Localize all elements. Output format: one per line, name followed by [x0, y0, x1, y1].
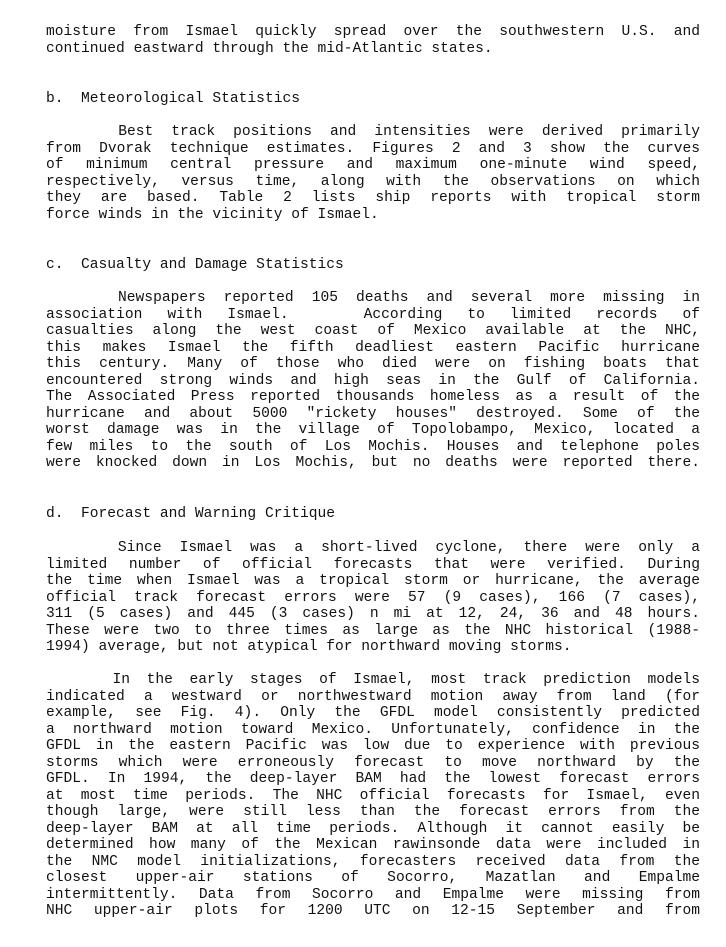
text-line: deep-layer BAM at all time periods. Although it cannot easily be	[46, 820, 700, 837]
text-line: respectively, versus time, along with the observations on which	[46, 173, 700, 190]
section-c-paragraph	[46, 290, 700, 472]
text-line: this century. Many of those who died were on fishing boats that	[46, 356, 700, 372]
text-line: moisture from Ismael quickly spread over the southwestern U.S. and	[46, 24, 700, 40]
section-b-paragraph	[46, 124, 700, 223]
section-heading-d: d. Forecast and Warning Critique	[46, 506, 336, 522]
intro-paragraph	[46, 24, 700, 57]
text-line: limited number of official forecasts that were verified. During	[46, 556, 700, 573]
text-line: The Associated Press reported thousands homeless as a result of the	[46, 389, 700, 405]
text-line: this makes Ismael the fifth deadliest eastern Pacific hurricane	[46, 339, 700, 356]
text-line: official track forecast errors were 57 (9 cases), 166 (7 cases),	[46, 589, 700, 606]
section-heading-b: b. Meteorological Statistics	[46, 91, 300, 107]
text-line: from Dvorak technique estimates. Figures 2 and 3 show the curves	[46, 140, 700, 157]
text-line: 1994) average, but not atypical for northward moving storms.	[46, 639, 572, 655]
text-line: the time when Ismael was a tropical storm or hurricane, the average	[46, 573, 700, 589]
text-line: These were two to three times as large as the NHC historical (1988-	[46, 622, 700, 639]
text-line: encountered strong winds and high seas in the Gulf of California.	[46, 372, 700, 389]
text-line: force winds in the vicinity of Ismael.	[46, 206, 379, 223]
text-line: they are based. Table 2 lists ship reports with tropical storm	[46, 190, 700, 206]
text-line: Best track positions and intensities were derived primarily	[46, 124, 700, 140]
text-line: a northward motion toward Mexico. Unfortunately, confidence in the	[46, 721, 700, 738]
text-line: intermittently. Data from Socorro and Empalme were missing from	[46, 886, 700, 903]
text-line: the NMC model initializations, forecasters received data from the	[46, 853, 700, 870]
section-heading-c: c. Casualty and Damage Statistics	[46, 257, 344, 273]
text-line: closest upper-air stations of Socorro, Mazatlan and Empalme	[46, 870, 700, 886]
text-line: determined how many of the Mexican rawinsonde data were included in	[46, 837, 700, 853]
text-line: storms which were erroneously forecast to move northward by the	[46, 754, 700, 771]
section-d-paragraph-2	[46, 672, 700, 920]
text-line: of minimum central pressure and maximum one-minute wind speed,	[46, 157, 700, 173]
text-line: few miles to the south of Los Mochis. Houses and telephone poles	[46, 438, 700, 455]
text-line: Since Ismael was a short-lived cyclone, there were only a	[46, 540, 700, 556]
text-line: In the early stages of Ismael, most track prediction models	[46, 672, 700, 688]
text-line: were knocked down in Los Mochis, but no deaths were reported there.	[46, 455, 700, 471]
text-line: GFDL in the eastern Pacific was low due to experience with previous	[46, 738, 700, 754]
text-line: though large, were still less than the forecast errors from the	[46, 804, 700, 820]
text-line: association with Ismael. According to limited records of	[46, 306, 700, 323]
text-line: GFDL. In 1994, the deep-layer BAM had the lowest forecast errors	[46, 771, 700, 787]
text-line: worst damage was in the village of Topolobampo, Mexico, located a	[46, 422, 700, 438]
text-line: continued eastward through the mid-Atlantic states.	[46, 40, 493, 57]
text-line: NHC upper-air plots for 1200 UTC on 12-15 September and from	[46, 903, 700, 919]
text-line: example, see Fig. 4). Only the GFDL model consistently predicted	[46, 705, 700, 721]
section-d-paragraph-1	[46, 540, 700, 656]
text-line: hurricane and about 5000 "rickety houses" destroyed. Some of the	[46, 405, 700, 422]
text-line: Newspapers reported 105 deaths and several more missing in	[46, 290, 700, 306]
text-line: indicated a westward or northwestward motion away from land (for	[46, 688, 700, 705]
text-line: 311 (5 cases) and 445 (3 cases) n mi at 12, 24, 36 and 48 hours.	[46, 606, 700, 622]
text-line: at most time periods. The NHC official forecasts for Ismael, even	[46, 787, 700, 804]
text-line: casualties along the west coast of Mexico available at the NHC,	[46, 323, 700, 339]
